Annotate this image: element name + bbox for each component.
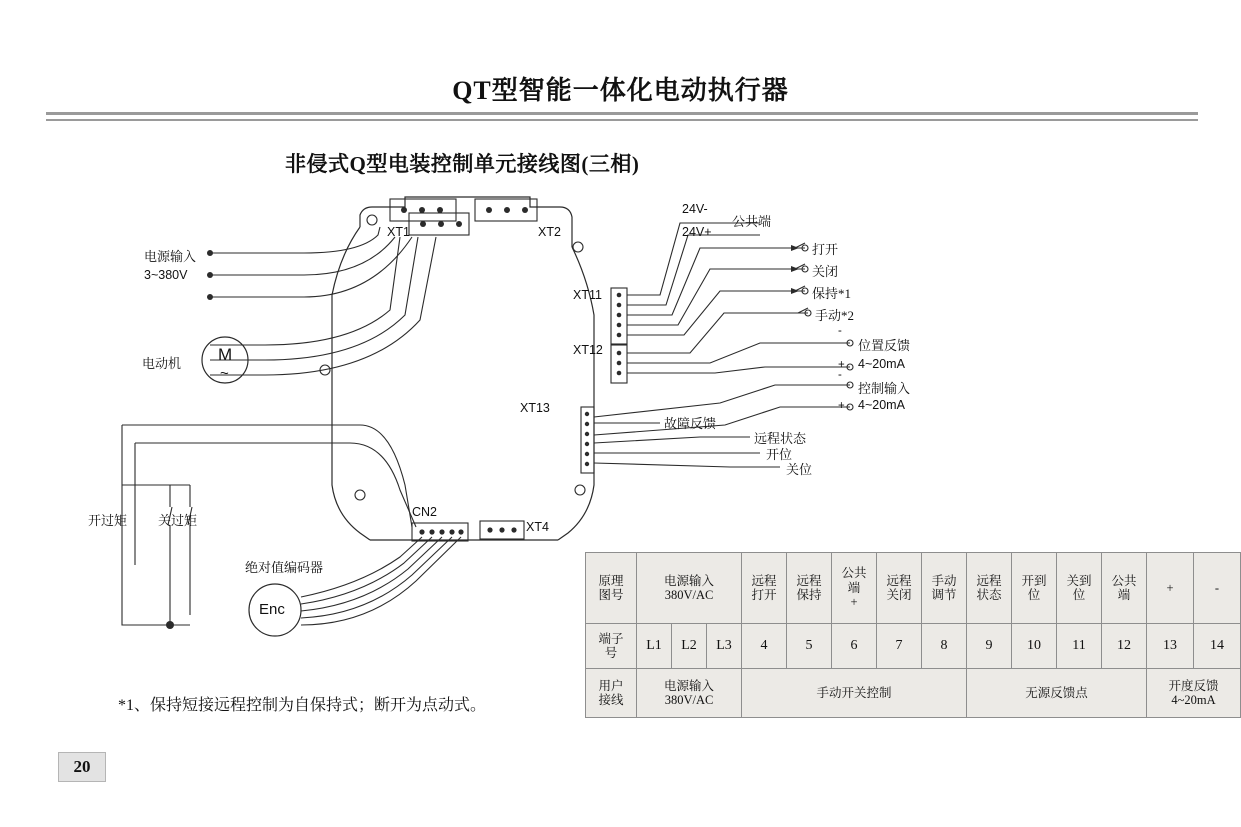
table-row-header xyxy=(586,553,1241,624)
cell-terminal-label: 端子 号 xyxy=(586,624,637,669)
cell-passive-feedback-point: 无源反馈点 xyxy=(967,669,1147,718)
cell-opening-feedback: 开度反馈 4~20mA xyxy=(1147,669,1241,718)
table-row-user-wiring xyxy=(586,669,1241,718)
cell-terminal-l3: L3 xyxy=(706,624,741,669)
cell-remote-open-header: 远程 打开 xyxy=(742,553,787,624)
label-position-feedback: 位置反馈 xyxy=(858,338,911,353)
cell-terminal-12: 12 xyxy=(1102,624,1147,669)
header-rule-top xyxy=(46,112,1198,115)
cell-remote-hold-header: 远程 保持 xyxy=(787,553,832,624)
cell-terminal-13: 13 xyxy=(1147,624,1194,669)
label-xt4: XT4 xyxy=(526,520,549,534)
label-close: 关闭 xyxy=(812,264,839,279)
label-control-input: 控制输入 xyxy=(858,381,911,396)
label-xt1: XT1 xyxy=(387,225,410,239)
cell-terminal-9: 9 xyxy=(967,624,1012,669)
terminal-wiring-table xyxy=(585,552,1241,718)
label-close-overtorque: 关过矩 xyxy=(158,513,198,528)
cell-user-power-input: 电源输入 380V/AC xyxy=(637,669,742,718)
cell-minus-header: - xyxy=(1194,553,1241,624)
label-position-feedback-range: 4~20mA xyxy=(858,357,905,371)
cell-user-wiring-label: 用户 接线 xyxy=(586,669,637,718)
label-24v-plus: 24V+ xyxy=(682,225,712,239)
cell-terminal-10: 10 xyxy=(1012,624,1057,669)
cell-terminal-7: 7 xyxy=(877,624,922,669)
cell-terminal-11: 11 xyxy=(1057,624,1102,669)
cell-terminal-l1: L1 xyxy=(637,624,672,669)
page-title: QT型智能一体化电动执行器 xyxy=(452,76,789,105)
label-motor: 电动机 xyxy=(142,356,182,371)
encoder-symbol: Enc xyxy=(259,601,285,618)
cell-terminal-5: 5 xyxy=(787,624,832,669)
label-xt13: XT13 xyxy=(520,401,550,415)
label-absolute-encoder: 绝对值编码器 xyxy=(245,560,324,575)
cell-power-input-header: 电源输入 380V/AC xyxy=(637,553,742,624)
label-control-input-range: 4~20mA xyxy=(858,398,905,412)
label-open-overtorque: 开过矩 xyxy=(88,513,128,528)
header-rule-bottom xyxy=(46,119,1198,121)
cell-terminal-8: 8 xyxy=(922,624,967,669)
label-24v-minus: 24V- xyxy=(682,202,708,216)
label-common-terminal: 公共端 xyxy=(732,214,772,229)
cell-manual-switch-control: 手动开关控制 xyxy=(742,669,967,718)
footnote-text: *1、保持短接远程控制为自保持式；断开为点动式。 xyxy=(118,697,487,714)
label-xt11: XT11 xyxy=(573,288,602,302)
label-close-position: 关位 xyxy=(786,462,813,477)
label-xt12: XT12 xyxy=(573,343,603,357)
label-manual: 手动*2 xyxy=(815,308,855,323)
label-xt2: XT2 xyxy=(538,225,561,239)
cell-terminal-6: 6 xyxy=(832,624,877,669)
cell-remote-close-header: 远程 关闭 xyxy=(877,553,922,624)
motor-ac-symbol: ~ xyxy=(220,365,229,382)
cell-common-plus-header: 公共 端 + xyxy=(832,553,877,624)
section-title: 非侵式Q型电装控制单元接线图(三相) xyxy=(285,152,640,176)
cell-terminal-4: 4 xyxy=(742,624,787,669)
label-hold: 保持*1 xyxy=(812,286,852,301)
cell-manual-adjust-header: 手动 调节 xyxy=(922,553,967,624)
label-open: 打开 xyxy=(812,242,839,257)
cell-plus-header: + xyxy=(1147,553,1194,624)
label-ctrl-input-plus: + xyxy=(838,400,845,412)
label-cn2: CN2 xyxy=(412,505,438,519)
cell-common-header: 公共 端 xyxy=(1102,553,1147,624)
label-pos-feedback-plus: + xyxy=(838,359,845,371)
cell-close-reached-header: 关到 位 xyxy=(1057,553,1102,624)
label-remote-status: 远程状态 xyxy=(754,431,807,446)
cell-remote-status-header: 远程 状态 xyxy=(967,553,1012,624)
cell-open-reached-header: 开到 位 xyxy=(1012,553,1057,624)
page-number: 20 xyxy=(58,752,106,782)
table-row-terminal-numbers xyxy=(586,624,1241,669)
motor-symbol: M xyxy=(218,345,233,364)
label-power-input: 电源输入 xyxy=(144,249,197,264)
label-pos-feedback-minus: - xyxy=(838,325,842,337)
label-ctrl-input-minus: - xyxy=(838,369,842,381)
label-power-voltage: 3~380V xyxy=(144,268,188,282)
label-fault-feedback: 故障反馈 xyxy=(664,416,717,431)
cell-schematic-number: 原理 图号 xyxy=(586,553,637,624)
label-open-position: 开位 xyxy=(766,447,793,462)
cell-terminal-14: 14 xyxy=(1194,624,1241,669)
cell-terminal-l2: L2 xyxy=(671,624,706,669)
